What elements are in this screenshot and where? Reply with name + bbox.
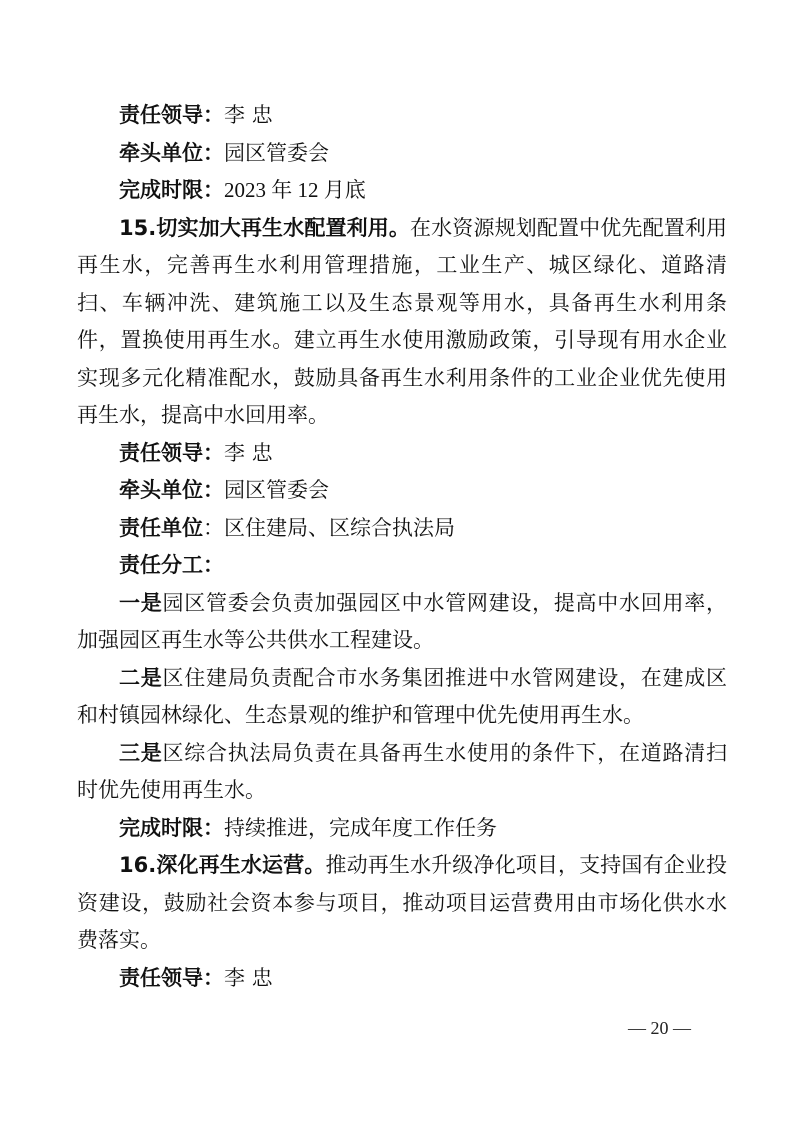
division-label: 责任分工： [119,553,224,577]
item-15-leader-line [77,435,727,473]
item-16-title: 16.深化再生水运营。 [119,853,326,877]
page-number: — 20 — [628,1018,691,1038]
lead-unit-line [77,135,727,173]
deadline-line [77,172,727,210]
leader-label: 责任领导： [119,965,224,990]
item-15-resp-unit-line [77,510,727,548]
deadline-label: 完成时限： [119,815,224,840]
resp-unit-label: 责任单位 [119,515,203,540]
leader-line [77,97,727,135]
lead-unit-label: 牵头单位： [119,140,224,165]
division-item-2 [77,660,727,735]
item-15-title: 15.切实加大再生水配置利用。 [119,215,411,240]
item-15-paragraph [77,210,727,435]
item-15-lead-unit-line [77,472,727,510]
division-text: 区综合执法局负责在具备再生水使用的条件下，在道路清扫时优先使用再生水。 [77,740,728,802]
division-item-1 [77,585,727,660]
item-15-deadline-line [77,810,727,848]
lead-unit-value: 园区管委会 [224,140,329,165]
resp-unit-value: ：区住建局、区综合执法局 [203,515,455,540]
leader-value: 李 忠 [224,965,273,990]
deadline-value: 2023 年 12 月底 [224,178,366,202]
leader-value: 李 忠 [224,103,273,127]
division-text: 区住建局负责配合市水务集团推进中水管网建设，在建成区和村镇园林绿化、生态景观的维护和管理中优先使用再生水。 [77,665,728,727]
item-15-body: 在水资源规划配置中优先配置利用再生水，完善再生水利用管理措施，工业生产、城区绿化、道路清扫、车辆冲洗、建筑施工以及生态景观等用水，具备再生水利用条件，置换使用再生水。建立再生水使用激励政策，引导现有用水企业实现多元化精准配水，鼓励具备再生水利用条件的工业企业优先使用再生水，提高中水回用率。 [77,215,727,427]
item-16-paragraph [77,847,727,960]
item-16-body: 推动再生水升级净化项目，支持国有企业投资建设，鼓励社会资本参与项目，推动项目运营费用由市场化供水水费落实。 [77,853,727,952]
division-prefix: 一是 [119,590,163,615]
division-prefix: 三是 [119,740,163,765]
division-text: 园区管委会负责加强园区中水管网建设，提高中水回用率，加强园区再生水等公共供水工程建设。 [77,590,728,652]
lead-unit-label: 牵头单位： [119,478,224,502]
item-15-division-heading [77,547,727,585]
deadline-value: 持续推进，完成年度工作任务 [224,815,497,840]
lead-unit-value: 园区管委会 [224,478,329,502]
item-16-leader-line [77,960,727,998]
document-body [77,97,727,997]
leader-label: 责任领导： [119,440,224,465]
division-item-3 [77,735,727,810]
division-prefix: 二是 [119,665,163,690]
leader-value: 李 忠 [224,440,273,465]
leader-label: 责任领导： [119,103,224,127]
deadline-label: 完成时限： [119,178,224,202]
